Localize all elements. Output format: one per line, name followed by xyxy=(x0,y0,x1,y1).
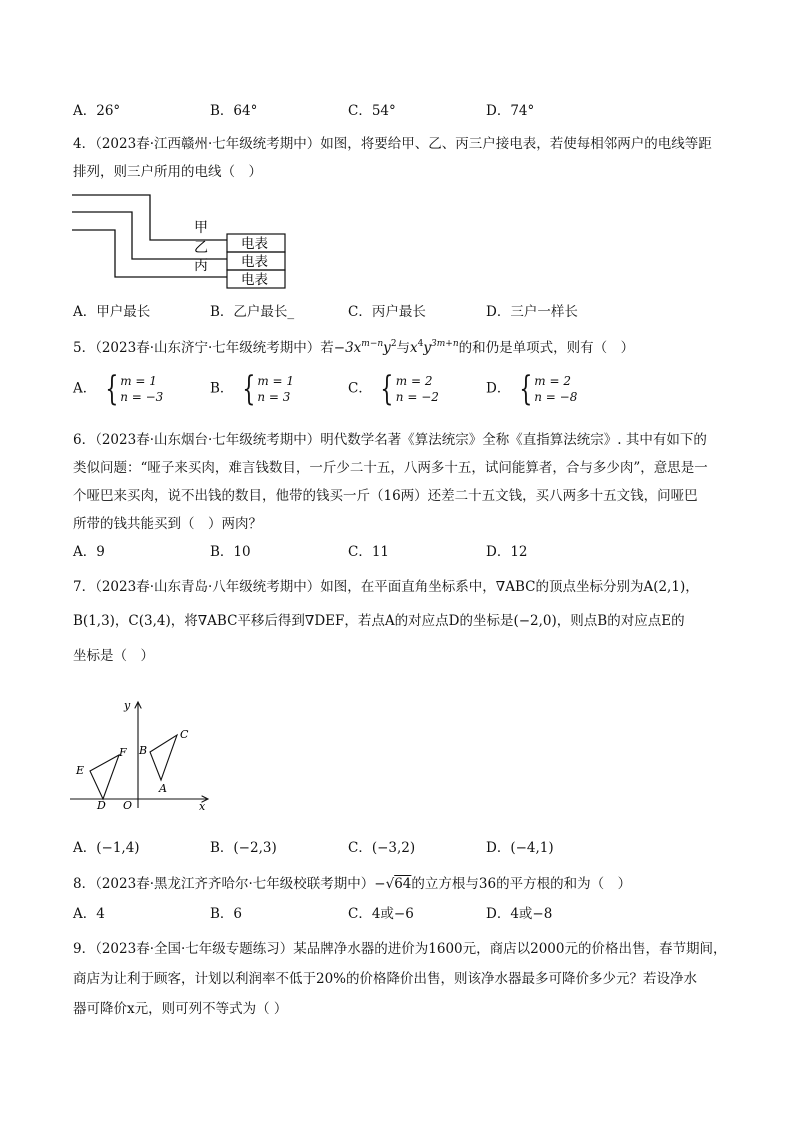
q8-option-d[interactable]: D．4或−8 xyxy=(486,906,553,922)
q4-option-d[interactable]: D．三户一样长 xyxy=(486,304,578,320)
q8-option-a[interactable]: A．4 xyxy=(73,906,105,922)
meter-3-label: 电表 xyxy=(241,272,268,288)
q5-term1-y: y xyxy=(383,340,391,356)
q9-stem-line3: 器可降价x元，则可列不等式为（ ） xyxy=(73,1001,288,1017)
meter-2-label: 电表 xyxy=(241,254,268,270)
q6-stem-line3: 个哑巴来买肉，说不出钱的数目，他带的钱买一斤（16两）还差二十五文钱，买八两多十五文钱，问哑巴 xyxy=(73,488,698,504)
meter-1-label: 电表 xyxy=(241,236,268,252)
point-e-label: E xyxy=(76,764,85,777)
q4-wiring-figure xyxy=(72,190,292,294)
q7-coordinate-figure xyxy=(68,698,218,810)
q6-option-b[interactable]: B．10 xyxy=(210,544,251,560)
q7-option-d[interactable]: D．(−4,1) xyxy=(486,840,554,856)
q5-c-row1: m = 2 xyxy=(395,374,433,388)
q5-option-b[interactable] xyxy=(210,369,295,409)
q5-option-d-system: { m = 2 n = −8 xyxy=(518,369,578,409)
q3-option-d[interactable]: D．74° xyxy=(486,103,535,119)
q5-d-row1: m = 2 xyxy=(534,374,571,388)
point-a-label: A xyxy=(159,782,167,795)
q4-stem-line2: 排列，则三户所用的电线（ ） xyxy=(73,164,262,180)
point-d-label: D xyxy=(97,799,106,810)
q5-term2-yexp: 3m+n xyxy=(431,339,459,349)
point-f-label: F xyxy=(119,746,127,759)
q6-option-a[interactable]: A．9 xyxy=(73,544,105,560)
q9-stem-line1: 9．（2023春·全国·七年级专题练习）某品牌净水器的进价为1600元，商店以2000元的价格出售，春节期间， xyxy=(73,941,727,957)
q6-option-c[interactable]: C．11 xyxy=(348,544,390,560)
q7-stem-line2: B(1,3)，C(3,4)，将∇ABC平移后得到∇DEF，若点A的对应点D的坐标是(−2,0)，则点B的对应点E的 xyxy=(73,613,685,629)
q5-term1-yexp: 2 xyxy=(390,339,397,349)
q5-b-row1: m = 1 xyxy=(257,374,295,388)
q5-term2: x xyxy=(410,340,418,356)
q5-term1-exp: m−n xyxy=(361,339,384,349)
q6-option-d[interactable]: D．12 xyxy=(486,544,528,560)
q8-option-b[interactable]: B．6 xyxy=(210,906,243,922)
q5-option-a[interactable] xyxy=(73,369,164,409)
q4-option-c[interactable]: C．丙户最长 xyxy=(348,304,426,320)
origin-label: O xyxy=(123,799,133,810)
q5-option-c[interactable] xyxy=(348,369,439,409)
q8-option-c[interactable]: C．4或−6 xyxy=(348,906,414,922)
q5-b-row2: n = 3 xyxy=(257,390,291,404)
point-c-label: C xyxy=(180,728,189,741)
q5-c-row2: n = −2 xyxy=(395,390,439,404)
q5-a-row1: m = 1 xyxy=(120,374,157,388)
q7-option-a[interactable]: A．(−1,4) xyxy=(73,840,140,856)
q5-option-b-system: { m = 1 n = 3 xyxy=(242,369,295,409)
q3-option-c[interactable]: C．54° xyxy=(348,103,396,119)
q3-option-b[interactable]: B．64° xyxy=(210,103,258,119)
q8-suffix: 的立方根与36的平方根的和为（ ） xyxy=(411,876,632,892)
label-bing: 丙 xyxy=(194,258,208,274)
q5-term2-exp: 4 xyxy=(417,339,424,349)
q5-option-a-label: A． xyxy=(73,380,97,397)
q5-option-a-system: { m = 1 n = −3 xyxy=(104,369,164,409)
q4-option-b[interactable]: B．乙户最长_ xyxy=(210,304,295,320)
q8-prefix: 8．（2023春·黑龙江齐齐哈尔·七年级校联考期中）− xyxy=(73,876,386,892)
q5-mid: 与 xyxy=(396,340,411,356)
triangle-def xyxy=(90,755,119,799)
q6-stem-line2: 类似问题：“哑子来买肉，难言钱数目，一斤少二十五，八两多十五，试问能算者，合与多少肉”，意思是一 xyxy=(73,460,708,476)
q4-stem-line1: 4．（2023春·江西赣州·七年级统考期中）如图，将要给甲、乙、丙三户接电表，若使每相邻两户的电线等距 xyxy=(73,136,712,152)
q7-option-c[interactable]: C．(−3,2) xyxy=(348,840,416,856)
q5-option-c-system: { m = 2 n = −2 xyxy=(380,369,439,409)
q5-term1: −3x xyxy=(333,340,362,356)
q7-stem-line3: 坐标是（ ） xyxy=(73,648,154,664)
label-yi: 乙 xyxy=(194,240,208,256)
y-axis-label: y xyxy=(124,699,131,712)
q5-a-row2: n = −3 xyxy=(120,390,164,404)
q5-option-c-label: C． xyxy=(348,380,372,397)
q6-stem-line1: 6．（2023春·山东烟台·七年级统考期中）明代数学名著《算法统宗》全称《直指算法统宗》. 其中有如下的 xyxy=(73,432,707,448)
q8-radicand: 64 xyxy=(394,876,412,892)
q6-stem-line4: 所带的钱共能买到（ ）两肉？ xyxy=(73,516,262,532)
q7-stem-line1: 7．（2023春·山东青岛·八年级统考期中）如图，在平面直角坐标系中，∇ABC的顶点坐标分别为A(2,1)， xyxy=(73,579,699,595)
q4-option-a[interactable]: A．甲户最长 xyxy=(73,304,151,320)
label-jia: 甲 xyxy=(194,220,208,236)
triangle-abc xyxy=(150,735,177,780)
q5-prefix: 5．（2023春·山东济宁·七年级统考期中）若 xyxy=(73,340,334,356)
q5-option-d-label: D． xyxy=(486,380,511,397)
q5-term2-y: y xyxy=(423,340,432,356)
point-b-label: B xyxy=(139,744,148,757)
q8-stem xyxy=(73,874,631,894)
q5-stem xyxy=(73,334,634,358)
x-axis-label: x xyxy=(199,800,206,810)
q9-stem-line2: 商店为让利于顾客，计划以利润率不低于20%的价格降价出售，则该净水器最多可降价多少元？若设净水 xyxy=(73,971,698,987)
q7-option-b[interactable]: B．(−2,3) xyxy=(210,840,277,856)
q5-option-d[interactable] xyxy=(486,369,578,409)
q3-option-a[interactable]: A．26° xyxy=(73,103,121,119)
radical-sign-icon: √ xyxy=(385,876,395,892)
q5-d-row2: n = −8 xyxy=(534,390,578,404)
q5-suffix: 的和仍是单项式，则有（ ） xyxy=(458,340,635,356)
q5-option-b-label: B． xyxy=(210,380,234,397)
